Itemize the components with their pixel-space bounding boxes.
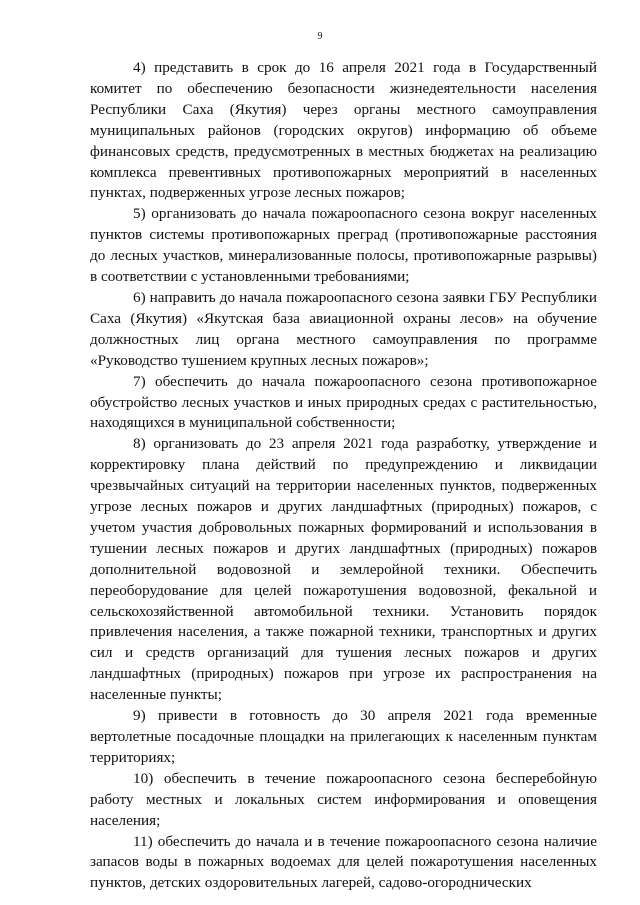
paragraph-item-10: 10) обеспечить в течение пожароопасного сезона бесперебойную работу местных и локальных систем информирования и оповещения населения; <box>90 769 597 829</box>
page-number: 9 <box>317 31 323 42</box>
document-body <box>90 58 597 894</box>
paragraph-item-8: 8) организовать до 23 апреля 2021 года разработку, утверждение и корректировку плана действий по предупреждению и ликвидации чрезвычайных ситуаций на территории населенных пунктов, подверженных угрозе лесных пожаров и других ландшафтных (природных) пожаров, с учетом участия добровольных пожарных формирований и использования в тушении лесных пожаров и других ландшафтных (природных) пожаров дополнительной водовозной и землеройной техники. Обеспечить переоборудование для целей пожаротушения водовозной, фекальной и сельскохозяйственной автомобильной техники. Установить порядок привлечения населения, а также пожарной техники, транспортных и других сил и средств организаций для тушения лесных пожаров и других ландшафтных (природных) пожаров при угрозе их распространения на населенные пункты; <box>90 435 597 704</box>
paragraph-item-4: 4) представить в срок до 16 апреля 2021 года в Государственный комитет по обеспечению безопасности жизнедеятельности населения Республики Саха (Якутия) через органы местного самоуправления муниципальных районов (городских округов) информацию об объеме финансовых средств, предусмотренных в местных бюджетах на реализацию комплекса превентивных противопожарных мероприятий в населенных пунктах, подверженных угрозе лесных пожаров; <box>90 59 597 202</box>
paragraph-item-9: 9) привести в готовность до 30 апреля 2021 года временные вертолетные посадочные площадки на прилегающих к населенным пунктам территориях; <box>90 707 597 766</box>
paragraph-item-6: 6) направить до начала пожароопасного сезона заявки ГБУ Республики Саха (Якутия) «Якутская база авиационной охраны лесов» на обучение должностных лиц органа местного самоуправления по программе «Руководство тушением крупных лесных пожаров»; <box>90 288 597 369</box>
paragraph-item-11: 11) обеспечить до начала и в течение пожароопасного сезона наличие запасов воды в пожарных водоемах для целей пожаротушения населенных пунктов, детских оздоровительных лагерей, садово-огороднических <box>90 832 597 892</box>
paragraph-item-7: 7) обеспечить до начала пожароопасного сезона противопожарное обустройство лесных участков и иных природных средах с растительностью, находящихся в муниципальной собственности; <box>90 372 597 432</box>
paragraph-item-5: 5) организовать до начала пожароопасного сезона вокруг населенных пунктов системы противопожарных преград (противопожарные расстояния до лесных участков, минерализованные полосы, противопожарные разрывы) в соответствии с установленными требованиями; <box>90 205 597 286</box>
